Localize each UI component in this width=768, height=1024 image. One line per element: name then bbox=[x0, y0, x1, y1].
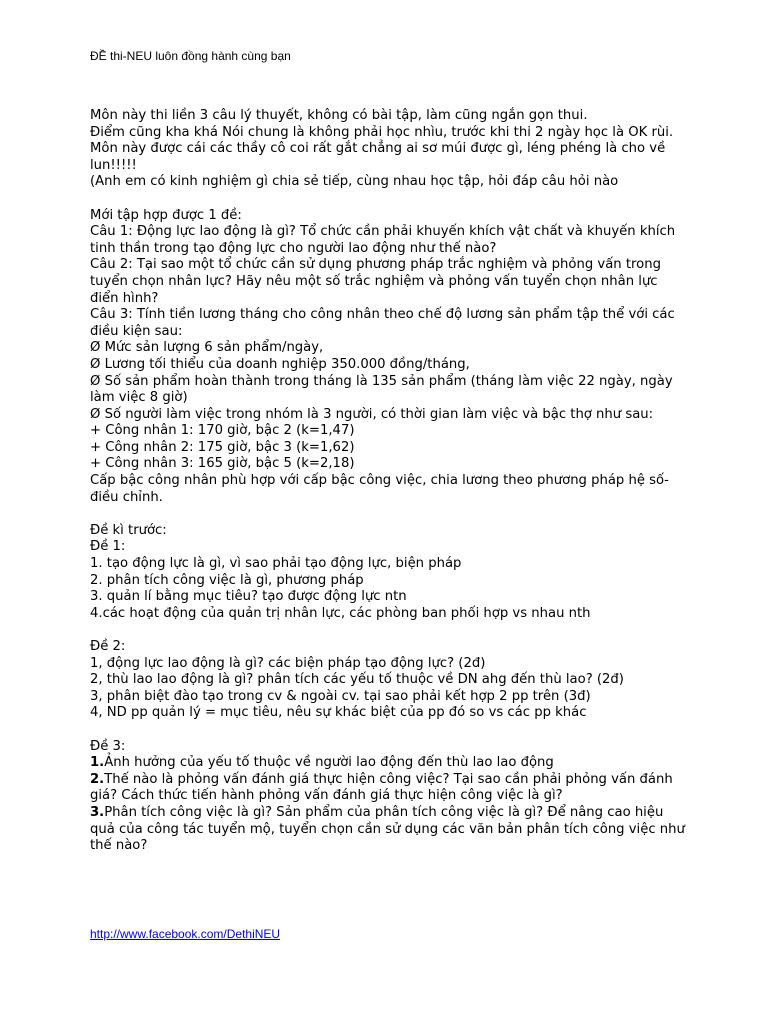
page-header: ĐỀ thi-NEU luôn đồng hành cùng bạn bbox=[90, 49, 291, 63]
exam-1-item: 1. tạo động lực là gì, vì sao phải tạo động lực, biện pháp bbox=[90, 556, 462, 572]
exam-1-title: Đề 1: bbox=[90, 539, 126, 555]
exam-2-item: 4, ND pp quản lý = mục tiêu, nêu sự khác biệt của pp đó so vs các pp khác bbox=[90, 705, 587, 721]
spacer bbox=[90, 191, 690, 208]
intro-line: Môn này thi liền 3 câu lý thuyết, không có bài tập, làm cũng ngắn gọn thui. bbox=[90, 108, 588, 123]
new-exam-heading: Mới tập hợp được 1 đề: bbox=[90, 207, 242, 223]
exam-3-item bbox=[90, 755, 690, 772]
item-text: Thế nào là phỏng vấn đánh giá thực hiện công việc? Tại sao cần phải phỏng vấn đánh giá? Cách thức tiến hành phỏng vấn đánh giá thực hiện công việc là gì? bbox=[90, 771, 673, 804]
intro-line: Điểm cũng kha khá Nói chung là không phải học nhìu, trước khi thi 2 ngày học là OK rùi. bbox=[90, 124, 674, 140]
exam-3-title: Đề 3: bbox=[90, 738, 126, 754]
previous-exams-heading: Đề kì trước: bbox=[90, 522, 167, 538]
intro-line: (Anh em có kinh nghiệm gì chia sẻ tiếp, cùng nhau học tập, hỏi đáp câu hỏi nào bbox=[90, 174, 619, 190]
exam-1-item: 2. phân tích công việc là gì, phương pháp bbox=[90, 572, 364, 588]
condition-item: Ø Số người làm việc trong nhóm là 3 người, có thời gian làm việc và bậc thợ như sau: bbox=[90, 406, 654, 422]
item-number: 1. bbox=[90, 755, 105, 771]
spacer bbox=[90, 722, 690, 739]
exam-3-item bbox=[90, 772, 690, 805]
condition-item: Ø Mức sản lượng 6 sản phẩm/ngày, bbox=[90, 340, 324, 356]
exam-2-item: 2, thù lao lao động là gì? phân tích các yếu tố thuộc về DN ahg đến thù lao? (2đ) bbox=[90, 672, 624, 688]
item-number: 2. bbox=[90, 771, 105, 787]
spacer bbox=[90, 622, 690, 639]
condition-item: Ø Số sản phẩm hoàn thành trong tháng là 135 sản phẩm (tháng làm việc 22 ngày, ngày làm việc 8 giờ) bbox=[90, 373, 673, 406]
exam-2-item: 3, phân biệt đào tạo trong cv & ngoài cv. tại sao phải kết hợp 2 pp trên (3đ) bbox=[90, 688, 591, 704]
condition-item: Ø Lương tối thiểu của doanh nghiệp 350.000 đồng/tháng, bbox=[90, 356, 470, 372]
worker-item: + Công nhân 1: 170 giờ, bậc 2 (k=1,47) bbox=[90, 423, 355, 439]
question-3: Câu 3: Tính tiền lương tháng cho công nhân theo chế độ lương sản phẩm tập thể với các điều kiện sau: bbox=[90, 307, 675, 339]
question-2: Câu 2: Tại sao một tổ chức cần sử dụng phương pháp trắc nghiệm và phỏng vấn trong tuyển chọn nhân lực? Hãy nêu một số trắc nghiệm và phỏng vấn tuyển chọn nhân lực điển hình? bbox=[90, 257, 661, 306]
exam-1-item: 4.các hoạt động của quản trị nhân lực, các phòng ban phối hợp vs nhau nth bbox=[90, 605, 591, 621]
intro-line: Môn này được cái các thầy cô coi rất gắt chẳng ai sơ múi được gì, léng phéng là cho về lun!!!!! bbox=[90, 141, 666, 173]
item-number: 3. bbox=[90, 804, 105, 820]
question-3-closing: Cấp bậc công nhân phù hợp với cấp bậc công việc, chia lương theo phương pháp hệ số- điều chỉnh. bbox=[90, 473, 669, 505]
facebook-link[interactable]: http://www.facebook.com/DethiNEU bbox=[90, 927, 281, 941]
item-text: Phân tích công việc là gì? Sản phẩm của phân tích công việc là gì? Để nâng cao hiệu quả của công tác tuyển mộ, tuyển chọn cần sử dụng các văn bản phân tích công việc như thế nào? bbox=[90, 804, 685, 854]
worker-item: + Công nhân 3: 165 giờ, bậc 5 (k=2,18) bbox=[90, 456, 355, 472]
exam-2-item: 1, động lực lao động là gì? các biện pháp tạo động lực? (2đ) bbox=[90, 655, 486, 671]
exam-2-title: Đề 2: bbox=[90, 639, 126, 654]
worker-item: + Công nhân 2: 175 giờ, bậc 3 (k=1,62) bbox=[90, 439, 355, 455]
document-body bbox=[90, 108, 690, 855]
exam-3-item bbox=[90, 805, 690, 855]
item-text: Ảnh hưởng của yếu tố thuộc về người lao động đến thù lao lao động bbox=[104, 755, 554, 771]
spacer bbox=[90, 506, 690, 523]
question-1: Câu 1: Động lực lao động là gì? Tổ chức cần phải khuyến khích vật chất và khuyến khích tinh thần trong tạo động lực cho người lao động như thế nào? bbox=[90, 224, 676, 256]
exam-1-item: 3. quản lí bằng mục tiêu? tạo được động lực ntn bbox=[90, 589, 407, 605]
